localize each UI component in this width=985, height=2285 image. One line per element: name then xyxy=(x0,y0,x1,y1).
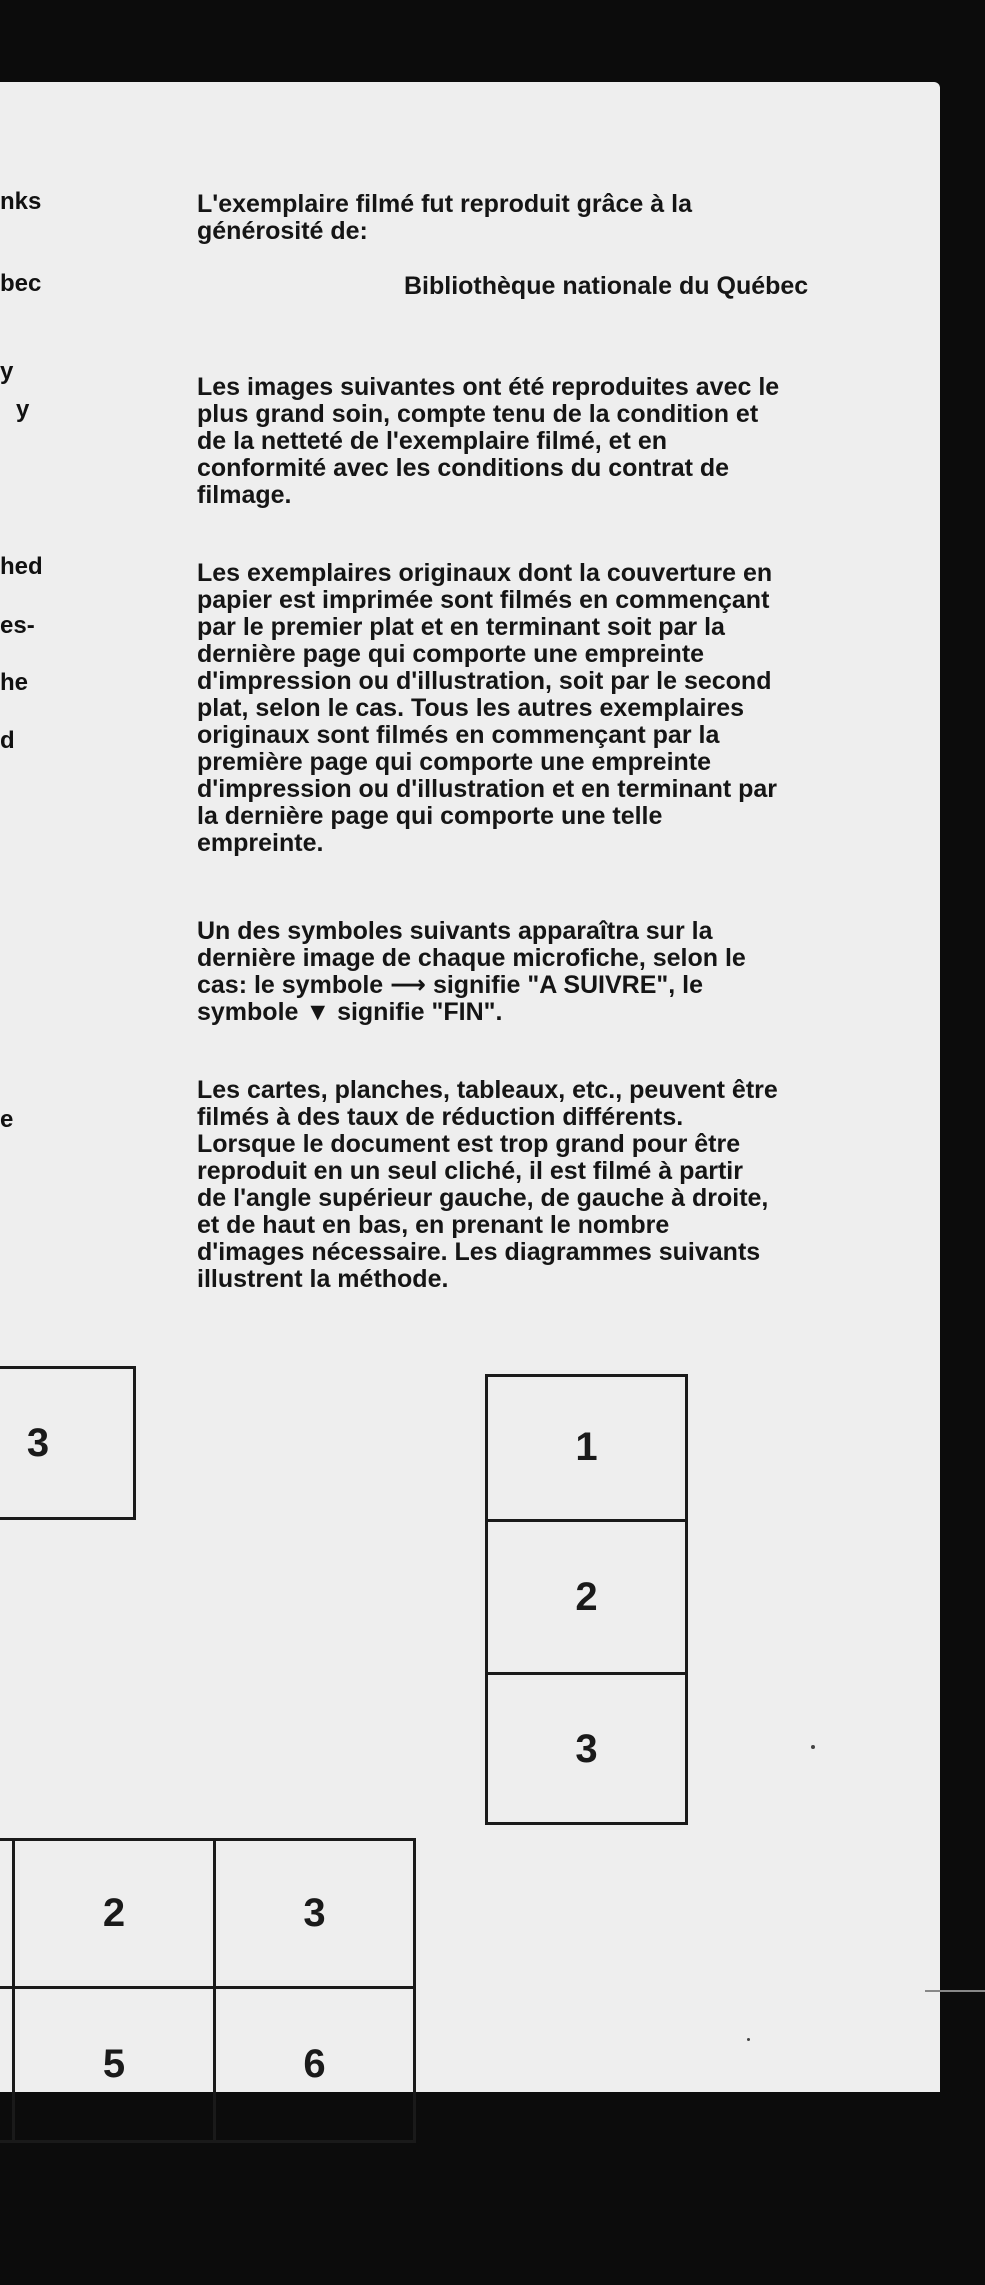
paragraph-line: symbole ▼ signifie "FIN". xyxy=(197,998,503,1026)
paragraph-line: de l'angle supérieur gauche, de gauche à droite, xyxy=(197,1184,769,1212)
paragraph-2 xyxy=(197,560,857,857)
paragraph-line: d'impression ou d'illustration et en terminant par xyxy=(197,775,778,803)
intro-text xyxy=(197,191,857,245)
paragraph-4 xyxy=(197,1077,857,1293)
paragraph-3 xyxy=(197,918,857,1026)
frame-number: 3 xyxy=(26,1420,50,1465)
paragraph-line: dernière page qui comporte une empreinte xyxy=(197,640,705,668)
paragraph-line: cas: le symbole ⟶ signifie "A SUIVRE", le xyxy=(197,971,703,999)
paragraph-line: par le premier plat et en terminant soit par la xyxy=(197,613,725,641)
paragraph-line: Les exemplaires originaux dont la couverture en xyxy=(197,559,773,587)
paragraph-line: plus grand soin, compte tenu de la condition et xyxy=(197,400,759,428)
paragraph-line: conformité avec les conditions du contrat de xyxy=(197,454,730,482)
left-fragment: e xyxy=(0,1106,14,1133)
intro-line: générosité de: xyxy=(197,217,368,245)
left-fragment: es- xyxy=(0,612,35,639)
paragraph-line: filmés à des taux de réduction différents. xyxy=(197,1103,684,1131)
paragraph-line: d'images nécessaire. Les diagrammes suivants xyxy=(197,1238,761,1266)
left-fragment: nks xyxy=(0,188,42,215)
paragraph-line: filmage. xyxy=(197,481,292,509)
scan-edge-mark xyxy=(925,1990,985,1992)
paragraph-1 xyxy=(197,374,857,509)
paragraph-line: Les cartes, planches, tableaux, etc., peuvent être xyxy=(197,1076,778,1104)
paragraph-line: de la netteté de l'exemplaire filmé, et en xyxy=(197,427,668,455)
frame-number: 5 xyxy=(102,2042,126,2086)
library-name: Bibliothèque nationale du Québec xyxy=(404,272,809,300)
paragraph-line: première page qui comporte une empreinte xyxy=(197,748,712,776)
left-fragment: hed xyxy=(0,553,43,580)
scan-speck xyxy=(811,1745,815,1749)
left-fragment: he xyxy=(0,669,29,696)
frame-number: 3 xyxy=(575,1727,598,1771)
scan-speck xyxy=(747,2038,750,2041)
left-fragment: bec xyxy=(0,270,42,297)
left-fragment: d xyxy=(0,727,15,754)
paragraph-line: Un des symboles suivants apparaîtra sur la xyxy=(197,917,713,945)
paragraph-line: Les images suivantes ont été reproduites avec le xyxy=(197,373,780,401)
paragraph-line: empreinte. xyxy=(197,829,324,857)
paragraph-line: dernière image de chaque microfiche, selon le xyxy=(197,944,746,972)
paragraph-line: papier est imprimée sont filmés en commençant xyxy=(197,586,770,614)
frame-number: 2 xyxy=(102,1891,126,1935)
paragraph-line: originaux sont filmés en commençant par la xyxy=(197,721,720,749)
frame-number: 1 xyxy=(575,1425,598,1469)
paragraph-line: Lorsque le document est trop grand pour être xyxy=(197,1130,741,1158)
paragraph-line: illustrent la méthode. xyxy=(197,1265,449,1293)
left-fragment: y xyxy=(0,358,14,385)
paragraph-line: la dernière page qui comporte une telle xyxy=(197,802,663,830)
frame-number: 3 xyxy=(303,1891,326,1935)
paragraph-line: plat, selon le cas. Tous les autres exemplaires xyxy=(197,694,745,722)
paragraph-line: reproduit en un seul cliché, il est filmé à partir xyxy=(197,1157,743,1185)
paragraph-line: d'impression ou d'illustration, soit par le second xyxy=(197,667,772,695)
left-fragment: y xyxy=(16,396,30,423)
frame-number: 2 xyxy=(575,1574,598,1619)
frame-number: 6 xyxy=(303,2042,326,2086)
paragraph-line: et de haut en bas, en prenant le nombre xyxy=(197,1211,670,1239)
intro-line: L'exemplaire filmé fut reproduit grâce à la xyxy=(197,190,692,218)
